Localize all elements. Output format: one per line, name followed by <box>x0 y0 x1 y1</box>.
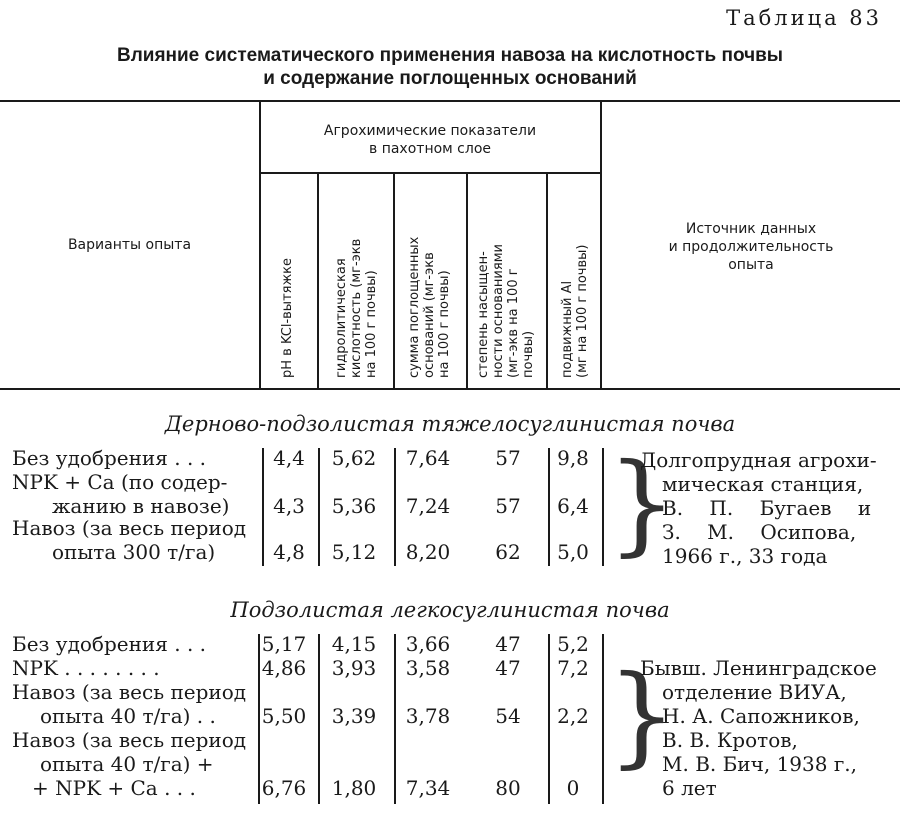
table-row: NPK . . . . . . . . 4,86 3,93 3,58 47 7,2 <box>12 656 589 680</box>
table-row: Без удобрения . . . 4,4 5,62 7,64 57 9,8 <box>12 446 589 470</box>
body-divider <box>318 634 320 804</box>
body-divider <box>394 634 396 804</box>
header-group-line-1: Агрохимические показатели <box>323 123 537 139</box>
header-divider-3 <box>317 173 319 388</box>
header-source <box>602 220 900 274</box>
header-bottom-rule <box>0 388 900 390</box>
body-divider <box>548 634 550 804</box>
table-caption: Таблица 83 <box>726 6 882 30</box>
table-row: Без удобрения . . . 5,17 4,15 3,66 47 5,2 <box>12 632 589 656</box>
table-title-line-1: Влияние систематического применения навоза на кислотность почвы <box>116 45 784 66</box>
table-row: NPK + Ca (по содер- жанию в навозе) 4,3 5,36 7,24 57 6,4 <box>12 470 589 518</box>
table-title-line-2: и содержание поглощенных оснований <box>263 68 637 89</box>
header-divider-6 <box>546 173 548 388</box>
header-source-line-3: опыта <box>728 257 774 273</box>
body-divider <box>262 448 264 566</box>
table-row: Навоз (за весь период опыта 300 т/га) 4,8 5,12 8,20 62 5,0 <box>12 516 589 564</box>
body-divider <box>258 634 260 804</box>
body-divider <box>394 448 396 566</box>
source-brace-1: } <box>607 439 677 567</box>
section-1-source: Долгопрудная агрохи- мическая станция, В. П. Бугаев и З. М. Осипова, 1966 г., 33 года <box>640 448 877 568</box>
source-brace-2: } <box>607 651 677 779</box>
header-col-al: подвижный Al (мг на 100 г почвы) <box>560 244 590 378</box>
header-divider-5 <box>466 173 468 388</box>
table-row: Навоз (за весь период опыта 40 т/га) + + NPK + Ca . . . 6,76 1,80 7,34 80 0 <box>12 728 580 800</box>
header-group-line-2: в пахотном слое <box>369 141 491 157</box>
header-source-line-2: и продолжительность <box>668 239 834 255</box>
header-col-hydro: гидролитическая кислотность (мг-экв на 100 г почвы) <box>334 238 379 378</box>
header-variants: Варианты опыта <box>67 237 192 253</box>
body-divider <box>602 634 604 804</box>
section-2-source: Бывш. Ленинградское отделение ВИУА, Н. А. Сапожников, В. В. Кротов, М. В. Бич, 1938 г., 6 лет <box>640 656 877 800</box>
header-divider-4 <box>393 173 395 388</box>
header-col-saturation: степень насыщен- ности основаниями (мг-экв на 100 г почвы) <box>476 244 536 378</box>
section-1-title: Дерново-подзолистая тяжелосуглинистая почва <box>164 412 736 436</box>
body-divider <box>318 448 320 566</box>
body-divider <box>602 448 604 566</box>
header-top-rule <box>0 100 900 102</box>
section-2-title: Подзолистая легкосуглинистая почва <box>230 598 670 622</box>
table-row: Навоз (за весь период опыта 40 т/га) . . 5,50 3,39 3,78 54 2,2 <box>12 680 589 728</box>
body-divider <box>548 448 550 566</box>
header-col-sum: сумма поглощенных оснований (мг-экв на 100 г почвы) <box>407 236 452 378</box>
header-col-ph: pH в KCl-вытяжке <box>280 257 295 378</box>
header-source-line-1: Источник данных <box>685 221 817 237</box>
header-group <box>260 122 600 158</box>
group-header-rule <box>260 172 600 174</box>
